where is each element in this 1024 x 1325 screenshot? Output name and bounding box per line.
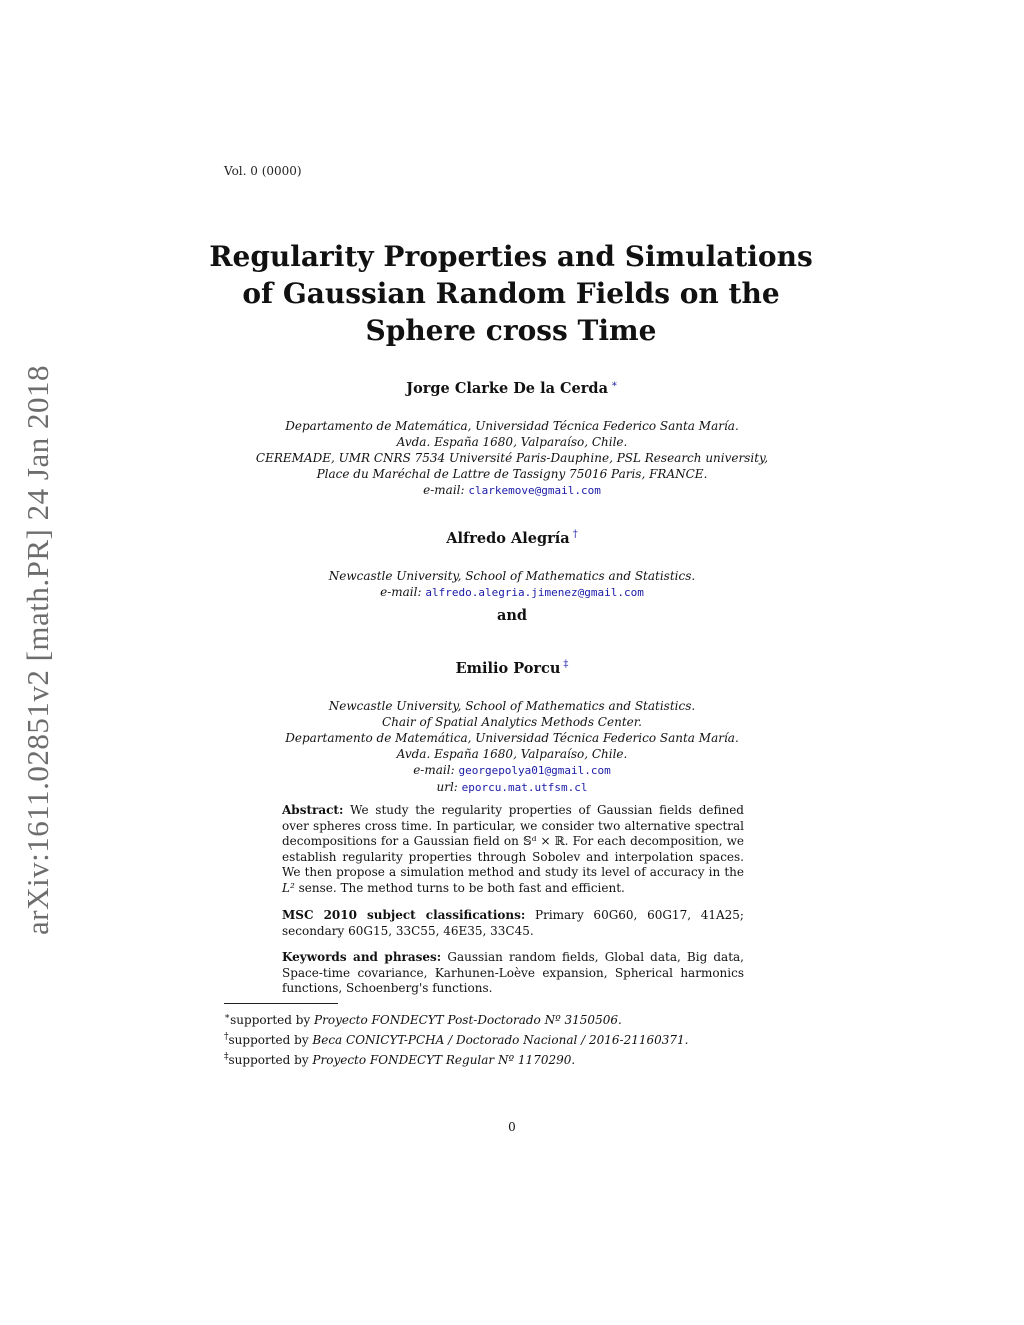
affiliation-line: Newcastle University, School of Mathematics and Statistics. [328,568,696,583]
author-name [150,526,874,548]
arxiv-side-stamp [8,340,68,960]
url-link[interactable]: eporcu.mat.utfsm.cl [461,780,588,794]
footnote-item [224,1029,784,1049]
footnote-mark[interactable]: ‡ [563,659,569,670]
keywords-label: Keywords and phrases: [282,950,442,964]
email-label: e-mail: [423,482,465,497]
email-label: e-mail: [413,762,455,777]
title-line-2: of Gaussian Random Fields on the [242,277,780,310]
arxiv-stamp-text: arXiv:1611.02851v2 [math.PR] 24 Jan 2018 [20,365,56,935]
abstract-text: sense. The method turns to be both fast and efficient. [294,880,625,895]
footnote-text: Proyecto FONDECYT Regular Nº 1170290. [312,1053,576,1067]
email-label: e-mail: [380,584,422,599]
url-line [150,779,874,796]
author-name [150,656,874,678]
footnote-mark: ‡ [224,1052,229,1062]
abstract-text: We study the regularity properties of Gaussian fields defined over spheres cross time. In particular, we consider two alternative spectral decompositions for a Gaussian field on [282,803,744,849]
abstract-math-domain: 𝕊ᵈ × ℝ [522,834,565,849]
abstract-paragraph [282,803,744,897]
author-name-text: Emilio Porcu [455,659,561,677]
footnote-divider [224,1003,338,1004]
paper-title [170,238,852,349]
footnote-text: Beca CONICYT-PCHA / Doctorado Nacional / 2016-21160371. [312,1033,689,1047]
email-link[interactable]: alfredo.alegria.jimenez@gmail.com [425,585,644,599]
affiliation-line: Newcastle University, School of Mathematics and Statistics. [328,698,696,713]
abstract [282,803,744,897]
email-line [150,584,874,601]
footnote-prefix: supported by [228,1033,313,1047]
affiliation [150,568,874,601]
author-block-alegria [150,526,874,601]
abstract-label: Abstract: [282,803,344,817]
title-line-3: Sphere cross Time [365,314,657,347]
footnote-mark[interactable]: ∗ [610,379,618,390]
author-name [150,376,874,398]
keywords [282,950,744,997]
keywords-text: Gaussian random fields, Global data, Big data, Space-time covariance, Karhunen-Loève expansion, Spherical harmonics functions, Schoenberg's functions. [282,950,744,996]
footnotes [224,1009,784,1069]
page-number: 0 [508,1120,516,1134]
footnote-mark[interactable]: † [572,529,578,540]
msc-label: MSC 2010 subject classifications: [282,908,526,922]
affiliation-line: Avda. España 1680, Valparaíso, Chile. [396,746,628,761]
author-name-text: Jorge Clarke De la Cerda [406,379,608,397]
footnote-mark: † [224,1032,229,1042]
email-link[interactable]: clarkemove@gmail.com [468,483,601,497]
msc-text: Primary 60G60, 60G17, 41A25; secondary 60G15, 33C55, 46E35, 33C45. [282,908,744,938]
keywords-paragraph [282,950,744,997]
affiliation-line: Avda. España 1680, Valparaíso, Chile. [396,434,628,449]
email-link[interactable]: georgepolya01@gmail.com [458,763,611,777]
msc-paragraph [282,908,744,939]
affiliation-line: Departamento de Matemática, Universidad Técnica Federico Santa María. [285,418,739,433]
title-line-1: Regularity Properties and Simulations [209,240,813,273]
msc-classifications [282,908,744,939]
affiliation [150,418,874,499]
footnote-text: Proyecto FONDECYT Post-Doctorado Nº 3150506. [314,1013,622,1027]
abstract-math-space: L² [282,880,295,895]
footnote-item [224,1009,784,1029]
footnote-prefix: supported by [230,1013,315,1027]
affiliation-line: Place du Maréchal de Lattre de Tassigny 75016 Paris, FRANCE. [316,466,708,481]
footnote-prefix: supported by [228,1053,313,1067]
email-line [150,762,874,779]
email-line [150,482,874,499]
and-separator: and [496,607,528,624]
footnote-mark: ∗ [224,1012,231,1022]
author-block-clarke [150,376,874,499]
affiliation-line: Chair of Spatial Analytics Methods Center. [382,714,642,729]
volume-header: Vol. 0 (0000) [224,164,302,178]
author-block-porcu [150,656,874,796]
affiliation-line: Departamento de Matemática, Universidad Técnica Federico Santa María. [285,730,739,745]
affiliation-line: CEREMADE, UMR CNRS 7534 Université Paris-Dauphine, PSL Research university, [255,450,769,465]
url-label: url: [436,779,458,794]
author-name-text: Alfredo Alegría [446,529,570,547]
affiliation [150,698,874,796]
footnote-item [224,1049,784,1069]
abstract-text: . For each decomposition, we establish regularity properties through Sobolev and interpolation spaces. We then propose a simulation method and study its level of accuracy in the [282,834,745,880]
